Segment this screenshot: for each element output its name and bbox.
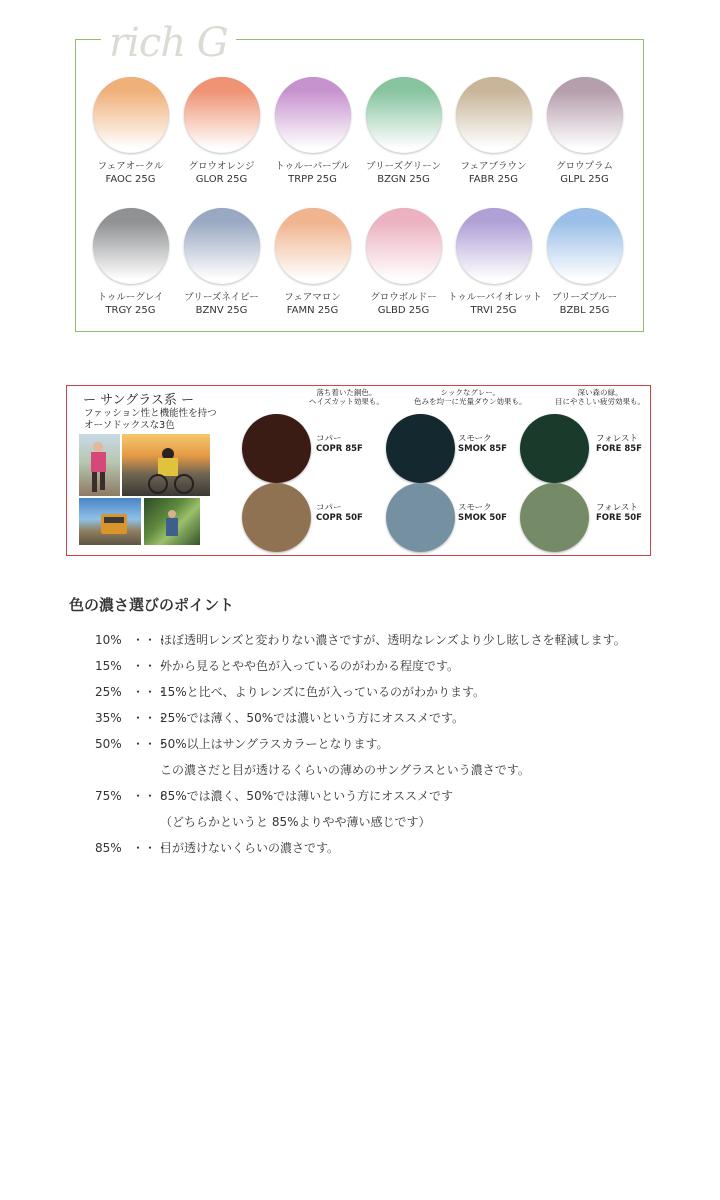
density-dots: ・・・	[132, 711, 169, 725]
density-dots: ・・・	[132, 789, 169, 803]
lens-swatch	[539, 208, 630, 317]
sunglass-lens-code: COPR 85F	[316, 444, 363, 454]
lens-name: フェアマロン	[284, 292, 341, 303]
density-row	[95, 631, 626, 648]
sunglass-lens-code: SMOK 85F	[458, 444, 507, 454]
lens-swatch	[358, 77, 449, 186]
density-row	[95, 657, 459, 674]
sunglass-subtitle	[84, 408, 217, 432]
lens-code: GLPL 25G	[560, 174, 609, 185]
sunglass-lens-label	[596, 503, 642, 523]
density-percent: 75%	[95, 789, 122, 803]
sunglass-lens-label	[596, 434, 642, 454]
sunglass-panel	[66, 385, 651, 556]
sunglass-lens-disc	[386, 414, 455, 483]
lens-swatch	[85, 77, 176, 186]
lens-code: BZGN 25G	[377, 174, 430, 185]
lens-swatch	[448, 77, 539, 186]
lens-color-disc	[275, 77, 351, 153]
cyclist-photo	[122, 434, 210, 496]
lens-swatch	[176, 208, 267, 317]
sunglass-lens-name: コパー	[316, 434, 342, 444]
density-percent: 10%	[95, 633, 122, 647]
sunglass-subtitle-line-2: オーソドックスな3色	[84, 420, 175, 431]
lens-color-disc	[93, 77, 169, 153]
lens-name: グロウプラム	[556, 161, 613, 172]
sunglass-lens-code: SMOK 50F	[458, 513, 507, 523]
density-continuation-75: （どちらかというと 85%よりやや薄い感じです）	[160, 815, 431, 829]
density-row	[95, 839, 339, 856]
color-note	[414, 388, 527, 406]
sunglass-lens-name: フォレスト	[596, 503, 638, 513]
lens-code: GLOR 25G	[195, 174, 248, 185]
sunglass-lens-disc	[242, 483, 311, 552]
sunglass-subtitle-line-1: ファッション性と機能性を持つ	[84, 408, 217, 419]
lens-name: トゥルーパープル	[275, 161, 350, 172]
lens-code: TRVI 25G	[470, 305, 517, 316]
density-percent: 50%	[95, 737, 122, 751]
color-note-line-1: 深い森の緑。	[577, 388, 623, 397]
lens-color-disc	[184, 77, 260, 153]
lens-color-disc	[456, 208, 532, 284]
color-note	[309, 388, 384, 406]
sunglass-lens-label	[458, 503, 507, 523]
density-text: 85%では濃く、50%では薄いという方にオススメです	[160, 789, 453, 803]
density-percent: 15%	[95, 659, 122, 673]
lens-swatch	[358, 208, 449, 317]
sunglass-lens-name: フォレスト	[596, 434, 638, 444]
density-dots: ・・・	[132, 633, 169, 647]
lens-code: BZBL 25G	[559, 305, 610, 316]
lens-name: ブリーズブルー	[551, 292, 618, 303]
forest-photo	[144, 498, 200, 545]
lens-code: FAMN 25G	[286, 305, 339, 316]
density-row	[95, 709, 464, 726]
rich-g-panel	[75, 20, 644, 332]
sunglass-lens-name: スモーク	[458, 434, 492, 444]
lens-name: フェアブラウン	[460, 161, 527, 172]
lens-name: ブリーズネイビー	[184, 292, 259, 303]
density-row	[95, 787, 453, 804]
lens-color-disc	[366, 77, 442, 153]
sunglass-lens-disc	[520, 483, 589, 552]
lens-color-disc	[366, 208, 442, 284]
density-text: 15%と比べ、よりレンズに色が入っているのがわかります。	[160, 685, 486, 699]
lens-name: ブリーズグリーン	[366, 161, 441, 172]
density-row	[95, 683, 485, 700]
color-note-line-1: シックなグレー。	[440, 388, 501, 397]
density-text: 目が透けないくらいの濃さです。	[160, 841, 340, 855]
density-dots: ・・・	[132, 685, 169, 699]
density-dots: ・・・	[132, 737, 169, 751]
sunglass-lens-label	[316, 434, 363, 454]
lens-swatch	[85, 208, 176, 317]
lens-code: FABR 25G	[468, 174, 519, 185]
rich-g-title: rich G	[101, 16, 236, 70]
lens-code: TRGY 25G	[105, 305, 156, 316]
road-bus-photo	[79, 498, 141, 545]
density-text: 50%以上はサングラスカラーとなります。	[160, 737, 389, 751]
lens-swatch	[267, 77, 358, 186]
lens-name: グロウオレンジ	[188, 161, 255, 172]
density-percent: 85%	[95, 841, 122, 855]
lens-swatch	[448, 208, 542, 317]
runner-photo	[79, 434, 120, 496]
lens-code: GLBD 25G	[377, 305, 430, 316]
sunglass-lens-label	[458, 434, 507, 454]
lens-color-disc	[547, 208, 623, 284]
lens-swatch	[539, 77, 630, 186]
points-title: 色の濃さ選びのポイント	[69, 596, 235, 614]
lens-code: FAOC 25G	[105, 174, 156, 185]
sunglass-title: ー サングラス系 ー	[83, 393, 194, 408]
lens-name: グロウボルドー	[370, 292, 437, 303]
density-percent: 35%	[95, 711, 122, 725]
color-note-line-2: 目にやさしい疲労効果も。	[555, 397, 645, 406]
density-continuation-50: この濃さだと目が透けるくらいの薄めのサングラスという濃さです。	[160, 763, 530, 777]
lens-color-disc	[184, 208, 260, 284]
lens-name: トゥルーバイオレット	[448, 292, 542, 303]
density-percent: 25%	[95, 685, 122, 699]
lens-code: BZNV 25G	[195, 305, 248, 316]
sunglass-lens-disc	[242, 414, 311, 483]
sunglass-lens-code: FORE 85F	[596, 444, 642, 454]
density-row	[95, 735, 389, 752]
lens-code: TRPP 25G	[288, 174, 337, 185]
sunglass-lens-disc	[520, 414, 589, 483]
color-note	[555, 388, 645, 406]
density-text: 外から見るとやや色が入っているのがわかる程度です。	[160, 659, 460, 673]
sunglass-lens-code: FORE 50F	[596, 513, 642, 523]
lens-name: フェアオークル	[97, 161, 164, 172]
lens-color-disc	[93, 208, 169, 284]
lens-color-disc	[456, 77, 532, 153]
density-dots: ・・・	[132, 841, 169, 855]
lens-color-disc	[275, 208, 351, 284]
sunglass-lens-label	[316, 503, 363, 523]
lens-swatch	[267, 208, 358, 317]
lens-swatch	[176, 77, 267, 186]
sunglass-lens-name: コパー	[316, 503, 342, 513]
density-text: 25%では薄く、50%では濃いという方にオススメです。	[160, 711, 465, 725]
color-note-line-2: 色みを均一に光量ダウン効果も。	[414, 397, 527, 406]
sunglass-lens-code: COPR 50F	[316, 513, 363, 523]
color-note-line-2: ヘイズカット効果も。	[309, 397, 384, 406]
sunglass-lens-name: スモーク	[458, 503, 492, 513]
density-dots: ・・・	[132, 659, 169, 673]
lens-name: トゥルーグレイ	[97, 292, 164, 303]
lens-color-disc	[547, 77, 623, 153]
color-note-line-1: 落ち着いた銅色。	[316, 388, 377, 397]
density-text: ほぼ透明レンズと変わりない濃さですが、透明なレンズより少し眩しさを軽減します。	[160, 633, 626, 647]
sunglass-lens-disc	[386, 483, 455, 552]
